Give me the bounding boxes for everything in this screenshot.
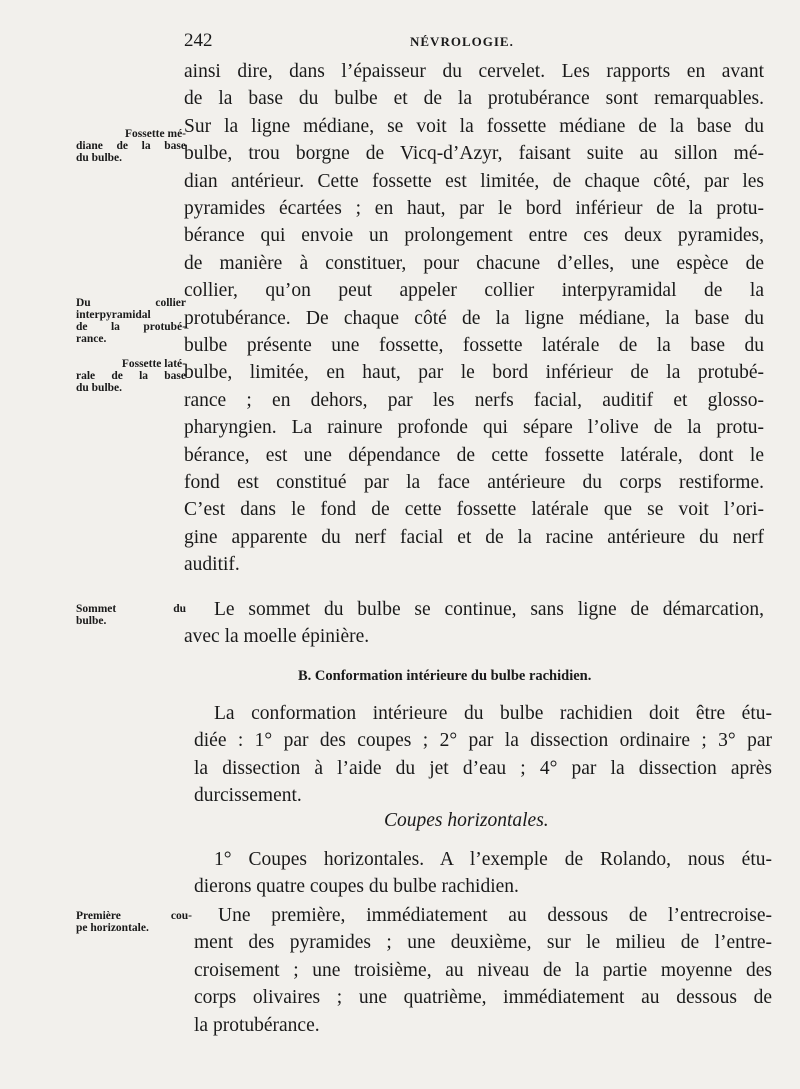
- text-line: dierons quatre coupes du bulbe rachidien.: [194, 876, 519, 898]
- text-line: collier, qu’on peut appeler collier interpyramidal de la: [184, 280, 764, 302]
- text-line: la dissection à l’aide du jet d’eau ; 4° par la dissection après: [194, 757, 772, 779]
- body-paragraph-1: [184, 58, 772, 598]
- text-line: avec la moelle épinière.: [184, 626, 370, 648]
- text-line: bulbe, limitée, en haut, par le bord inférieur de la protubé-: [184, 362, 764, 384]
- text-line: Sur la ligne médiane, se voit la fossette médiane de la base du: [184, 115, 764, 137]
- text-line: C’est dans le fond de cette fossette latérale que se voit l’ori-: [184, 499, 764, 521]
- margin-note-fossette-laterale: Fossette laté- rale de la base du bulbe.: [76, 358, 186, 394]
- text-line: bulbe présente une fossette, fossette latérale de la base du: [184, 335, 764, 356]
- section-heading-b: B. Conformation intérieure du bulbe rachidien.: [298, 668, 592, 684]
- text-line: ainsi dire, dans l’épaisseur du cervelet. Les rapports en avant: [184, 61, 764, 82]
- body-paragraph-3: [194, 700, 772, 810]
- text-line: fond est constitué par la face antérieure du corps restiforme.: [184, 472, 764, 493]
- text-line: Le sommet du bulbe se continue, sans ligne de démarcation,: [214, 599, 764, 620]
- margin-note-premiere-coupe: Première cou- pe horizontale.: [76, 910, 192, 934]
- text-line: bulbe, trou borgne de Vicq-d’Azyr, faisant suite au sillon mé-: [184, 143, 764, 165]
- text-line: gine apparente du nerf facial et de la racine antérieure du nerf: [184, 526, 764, 548]
- text-line: rance ; en dehors, par les nerfs facial, auditif et glosso-: [184, 389, 764, 411]
- text-line: la protubérance.: [194, 1014, 320, 1036]
- text-line: de manière à constituer, pour chacune d’elles, une espèce de: [184, 252, 764, 274]
- text-line: pyramides écartées ; en haut, par le bord inférieur de la protu-: [184, 198, 764, 219]
- text-line: bérance qui envoie un prolongement entre ces deux pyramides,: [184, 225, 764, 247]
- section-heading-coupes: Coupes horizontales.: [384, 810, 549, 831]
- body-paragraph-4: [194, 846, 772, 906]
- text-line: durcissement.: [194, 785, 302, 807]
- body-paragraph-5: [194, 902, 772, 1052]
- text-line: La conformation intérieure du bulbe rachidien doit être étu-: [214, 703, 772, 724]
- text-line: bérance, est une dépendance de cette fossette latérale, dont le: [184, 444, 764, 466]
- text-line: de la base du bulbe et de la protubérance sont remarquables.: [184, 88, 764, 110]
- text-line: 1° Coupes horizontales. A l’exemple de Rolando, nous étu-: [214, 849, 772, 870]
- text-line: dian antérieur. Cette fossette est limitée, de chaque côté, par les: [184, 170, 764, 192]
- text-line: pharyngien. La rainure profonde qui sépare l’olive de la protu-: [184, 417, 764, 439]
- text-line: ment des pyramides ; une deuxième, sur le milieu de l’entre-: [194, 932, 772, 954]
- margin-note-collier: Du collier interpyramidal de la protubé- rance.: [76, 297, 186, 345]
- body-paragraph-2: [184, 596, 772, 656]
- running-title: NÉVROLOGIE.: [410, 34, 514, 49]
- page-header: [184, 30, 764, 54]
- text-line: corps olivaires ; une quatrième, immédiatement au dessous de: [194, 987, 772, 1009]
- margin-note-sommet: Sommet du bulbe.: [76, 603, 186, 627]
- text-line: auditif.: [184, 554, 240, 576]
- text-line: Une première, immédiatement au dessous de l’entrecroise-: [218, 905, 772, 926]
- text-line: protubérance. De chaque côté de la ligne médiane, la base du: [184, 307, 764, 329]
- text-line: croisement ; une troisième, au niveau de la partie moyenne des: [194, 959, 772, 981]
- page-number: 242: [184, 30, 213, 51]
- margin-note-fossette-mediane: Fossette mé- diane de la base du bulbe.: [76, 128, 186, 164]
- text-line: diée : 1° par des coupes ; 2° par la dissection ordinaire ; 3° par: [194, 730, 772, 752]
